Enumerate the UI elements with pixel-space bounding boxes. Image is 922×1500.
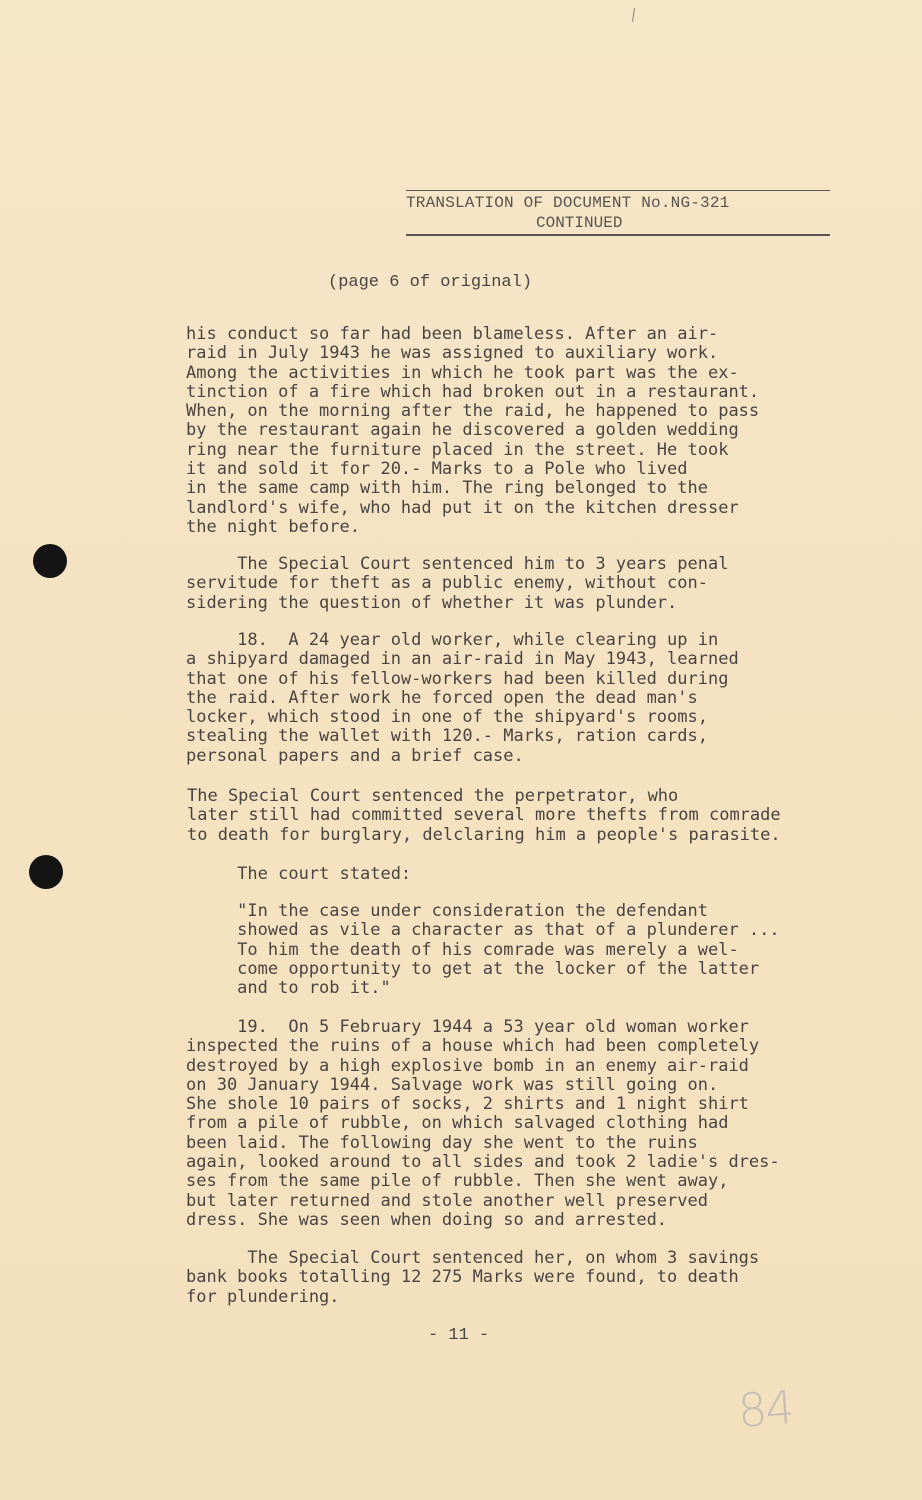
- handwritten-page-number: 84: [736, 1380, 795, 1438]
- paragraph-sentence-18: The Special Court sentenced the perpetrator, who later still had committed several more thefts from comrade to death for burglary, delclaring him a people's parasite.: [187, 786, 781, 845]
- punch-hole-bottom: [29, 855, 63, 889]
- header-subtitle: CONTINUED: [536, 214, 623, 232]
- punch-hole-top: [33, 544, 67, 578]
- header-title: TRANSLATION OF DOCUMENT No.NG-321: [406, 194, 730, 212]
- page-number: - 11 -: [428, 1326, 490, 1345]
- paragraph-case-19: 19. On 5 February 1944 a 53 year old woman worker inspected the ruins of a house which had been completely destroyed by a high explosive bomb in an enemy air-raid on 30 January 1944. Salvage work was still going on. She shole 10 pairs of socks, 2 shirts and 1 night shirt from a pile of rubble, on which salvaged clothing had been laid. The following day she went to the ruins again, looked around to all sides and took 2 ladie's dres- ses from the same pile of rubble. Then she went away, but later returned and stole another well preserved dress. She was seen when doing so and arrested.: [186, 1017, 780, 1230]
- document-header: [406, 190, 830, 233]
- paragraph-quote: "In the case under consideration the defendant showed as vile a character as that of a plunderer ... To him the death of his comrade was merely a wel- come opportunity to get at the locker of the latter and to rob it.": [237, 901, 780, 999]
- paragraph-sentence-19: The Special Court sentenced her, on whom 3 savings bank books totalling 12 275 Marks were found, to death for plundering.: [186, 1248, 760, 1307]
- pen-mark: [632, 8, 635, 22]
- paragraph-case-18: 18. A 24 year old worker, while clearing up in a shipyard damaged in an air-raid in May 1943, learned that one of his fellow-workers had been killed during the raid. After work he forced open the dead man's locker, which stood in one of the shipyard's rooms, stealing the wallet with 120.- Marks, ration cards, personal papers and a brief case.: [186, 630, 739, 766]
- paragraph-sentence-1: The Special Court sentenced him to 3 years penal servitude for theft as a public enemy, without con- sidering the question of whether it was plunder.: [186, 554, 729, 613]
- paragraph-court-stated: The court stated:: [186, 864, 412, 884]
- page-note: (page 6 of original): [328, 273, 533, 292]
- paragraph-conduct: his conduct so far had been blameless. After an air- raid in July 1943 he was assigned to auxiliary work. Among the activities in which he took part was the ex- tinction of a fire which had broken out in a restaurant. When, on the morning after the raid, he happened to pass by the restaurant again he discovered a golden wedding ring near the furniture placed in the street. He took it and sold it for 20.- Marks to a Pole who lived in the same camp with him. The ring belonged to the landlord's wife, who had put it on the kitchen dresser the night before.: [186, 324, 760, 537]
- header-rule-bottom: [406, 234, 830, 236]
